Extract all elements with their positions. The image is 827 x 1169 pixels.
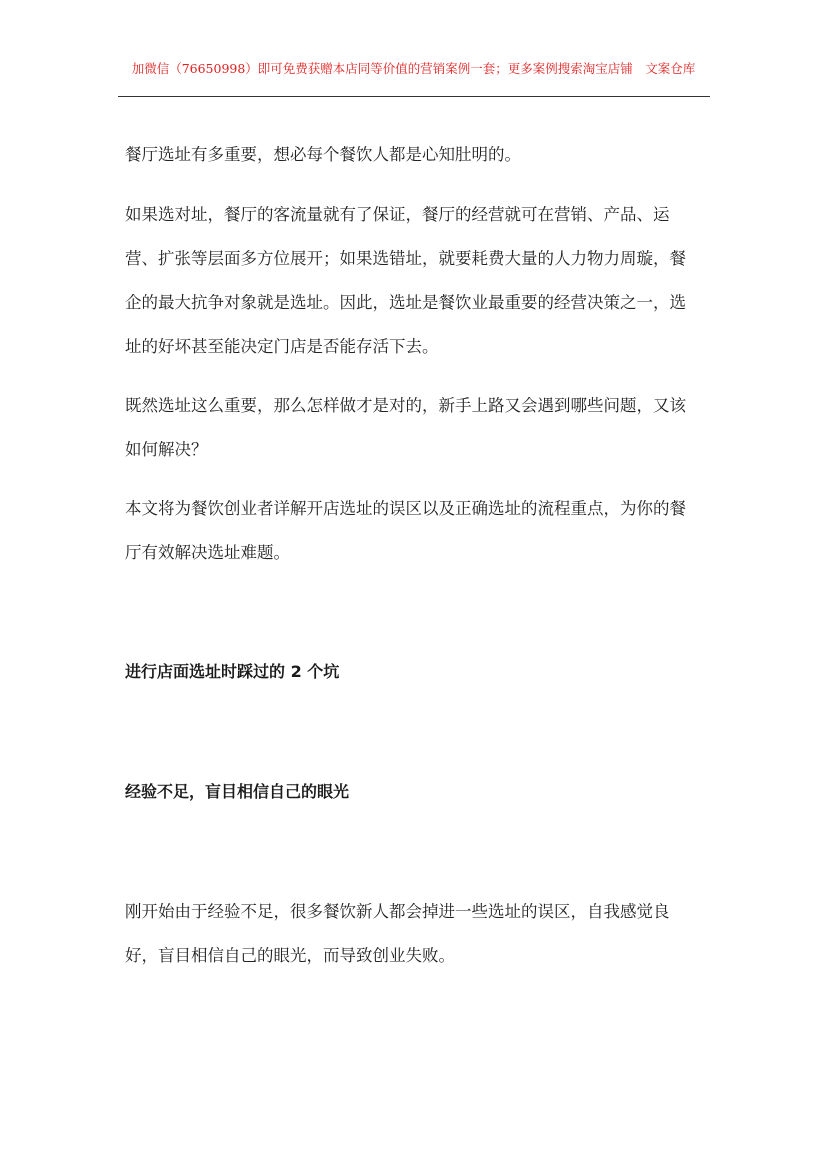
purpose-paragraph: 本文将为餐饮创业者详解开店选址的误区以及正确选址的流程重点，为你的餐厅有效解决选址难题。 [125, 499, 686, 562]
importance-paragraph: 如果选对址，餐厅的客流量就有了保证，餐厅的经营就可在营销、产品、运营、扩张等层面多方位展开；如果选错址，就要耗费大量的人力物力周璇，餐企的最大抗争对象就是选址。因此，选址是餐饮业最重要的经营决策之一，选址的好坏甚至能决定门店是否能存活下去。 [125, 205, 686, 356]
header-divider [118, 96, 710, 97]
subheading-experience: 经验不足，盲目相信自己的眼光 [125, 782, 350, 801]
section-heading: 进行店面选址时踩过的 2 个坑 [125, 662, 340, 681]
intro-paragraph: 餐厅选址有多重要，想必每个餐饮人都是心知肚明的。 [125, 145, 521, 164]
header-promo-note: 加微信（76650998）即可免费获赠本店同等价值的营销案例一套；更多案例搜索淘宝店铺 文案仓库 [131, 61, 696, 76]
experience-paragraph: 刚开始由于经验不足，很多餐饮新人都会掉进一些选址的误区，自我感觉良好，盲目相信自己的眼光，而导致创业失败。 [125, 902, 670, 965]
question-paragraph: 既然选址这么重要，那么怎样做才是对的，新手上路又会遇到哪些问题，又该如何解决？ [125, 396, 686, 459]
